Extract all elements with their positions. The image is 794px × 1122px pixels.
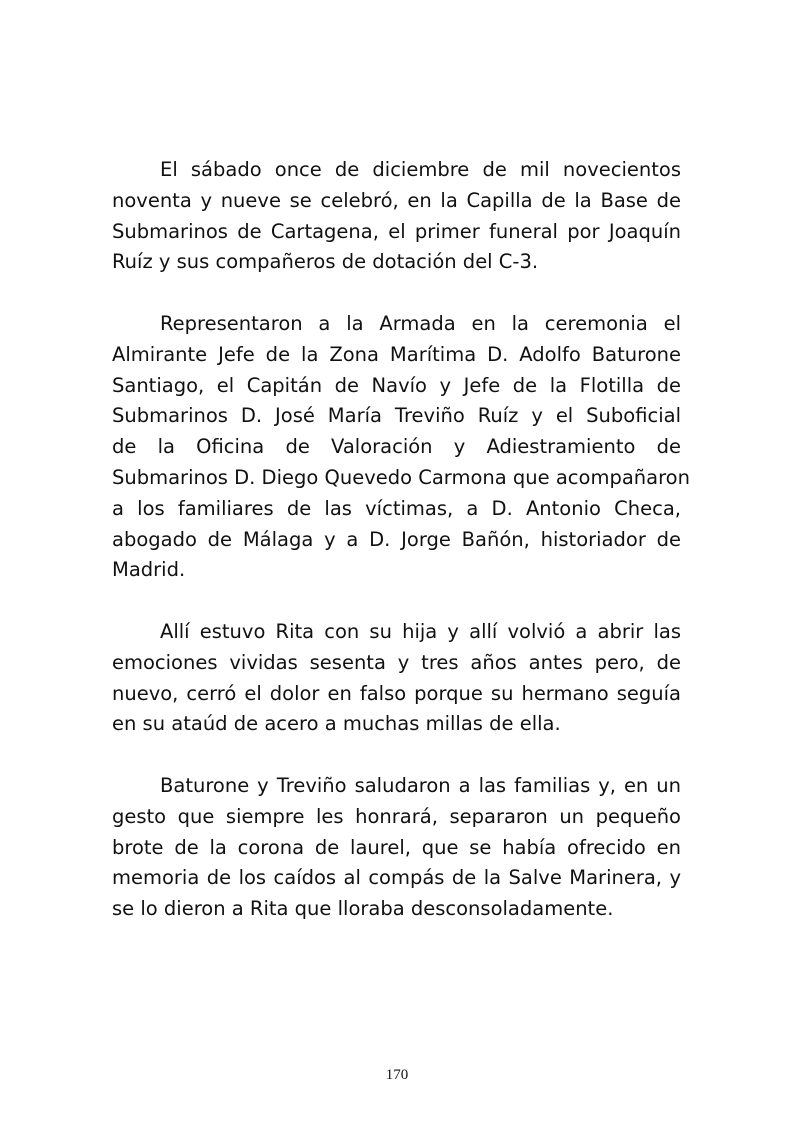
text-line: nuevo, cerró el dolor en falso porque su hermano seguía <box>112 681 681 705</box>
page-number: 170 <box>385 1067 409 1083</box>
paragraph <box>112 309 690 586</box>
paragraph <box>112 771 681 925</box>
text-line: brote de la corona de laurel, que se había ofrecido en <box>112 835 681 859</box>
text-line: Representaron a la Armada en la ceremonia el <box>160 311 681 335</box>
text-line: en su ataúd de acero a muchas millas de ella. <box>112 712 561 736</box>
text-line: Submarinos D. José María Treviño Ruíz y el Suboficial <box>112 404 681 428</box>
text-line: se lo dieron a Rita que lloraba desconsoladamente. <box>112 897 614 921</box>
text-line: gesto que siempre les honrará, separaron un pequeño <box>112 804 681 828</box>
text-line: Santiago, el Capitán de Navío y Jefe de la Flotilla de <box>112 373 681 397</box>
text-line: a los familiares de las víctimas, a D. Antonio Checa, <box>112 496 681 520</box>
text-line: de la Oficina de Valoración y Adiestramiento de <box>112 435 681 459</box>
body-text <box>112 155 690 956</box>
text-line: memoria de los caídos al compás de la Salve Marinera, y <box>112 866 681 890</box>
text-line: emociones vividas sesenta y tres años antes pero, de <box>112 650 681 674</box>
paragraph <box>112 155 681 278</box>
text-line: El sábado once de diciembre de mil novecientos <box>160 158 681 181</box>
text-line: Almirante Jefe de la Zona Marítima D. Adolfo Baturone <box>112 342 681 366</box>
text-line: Submarinos D. Diego Quevedo Carmona que acompañaron <box>112 465 690 489</box>
text-line: abogado de Málaga y a D. Jorge Bañón, historiador de <box>112 527 681 551</box>
text-line: Allí estuvo Rita con su hija y allí volvió a abrir las <box>160 619 681 643</box>
text-line: noventa y nueve se celebró, en la Capilla de la Base de <box>112 188 681 212</box>
text-line: Submarinos de Cartagena, el primer funeral por Joaquín <box>112 219 681 243</box>
text-line: Madrid. <box>112 558 186 582</box>
paragraph <box>112 617 681 740</box>
text-line: Baturone y Treviño saludaron a las familias y, en un <box>160 773 681 797</box>
text-line: Ruíz y sus compañeros de dotación del C-3. <box>112 250 539 274</box>
